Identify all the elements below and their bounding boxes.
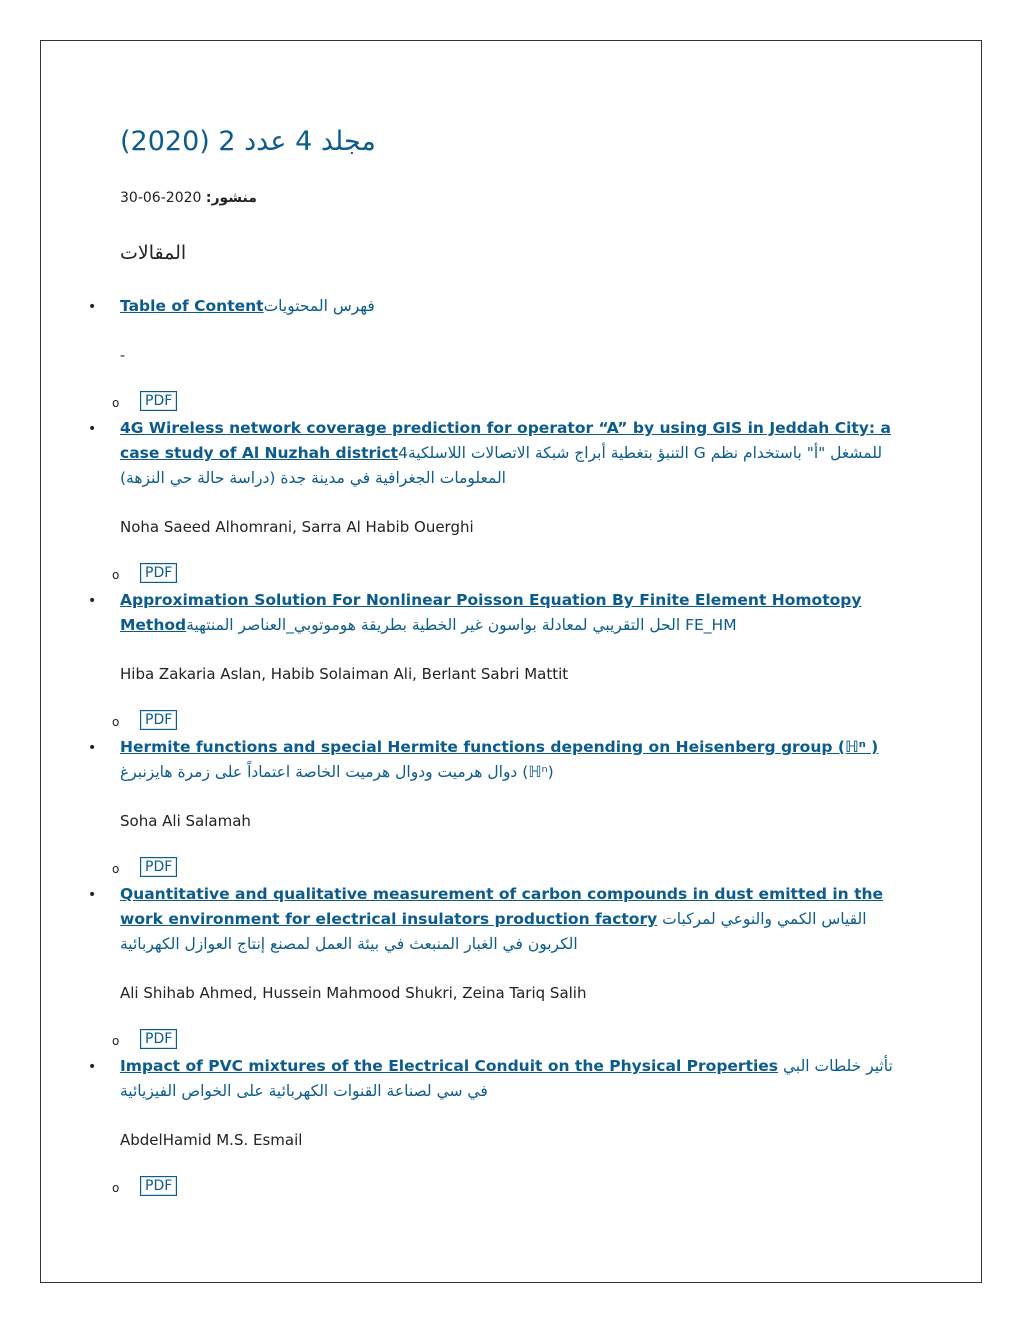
article-title-link[interactable]: Hermite functions and special Hermite functions depending on Heisenberg group (ℍⁿ ) — [120, 738, 879, 756]
article-item — [120, 882, 910, 957]
article-item — [120, 416, 910, 491]
list-bullet: • — [88, 593, 97, 609]
list-bullet: • — [88, 299, 97, 315]
article-authors: Soha Ali Salamah — [120, 812, 251, 830]
article-item — [120, 1054, 910, 1104]
article-arabic-title: دوال هرميت ودوال هرميت الخاصة اعتماداً على زمرة هايزنبرغ (ℍⁿ) — [120, 763, 554, 781]
article-authors: Hiba Zakaria Aslan, Habib Solaiman Ali, Berlant Sabri Mattit — [120, 665, 569, 683]
pdf-link[interactable]: PDF — [140, 1029, 177, 1049]
sub-bullet: o — [112, 715, 120, 729]
published-line — [120, 190, 257, 206]
article-arabic-title: الحل التقريبي لمعادلة بواسون غير الخطية بطريقة هوموتوبي_العناصر المنتهية FE_HM — [186, 616, 737, 634]
sub-bullet: o — [112, 396, 120, 410]
list-bullet: • — [88, 421, 97, 437]
pdf-link[interactable]: PDF — [140, 563, 177, 583]
sub-bullet: o — [112, 1181, 120, 1195]
toc-arabic: فهرس المحتويات — [263, 297, 375, 315]
published-date: 2020-06-30 — [120, 190, 202, 206]
article-arabic-title: تأثير خلطات البي في سي لصناعة القنوات الكهربائية على الخواص الفيزيائية — [120, 1057, 893, 1100]
article-title-link[interactable]: Quantitative and qualitative measurement of carbon compounds in dust emitted in the work environment for electrical insulators production factory — [120, 885, 884, 928]
article-item — [120, 588, 910, 638]
sub-bullet: o — [112, 1034, 120, 1048]
list-bullet: • — [88, 1059, 97, 1075]
article-arabic-title: القياس الكمي والنوعي لمركبات الكربون في الغبار المنبعث في بيئة العمل لمصنع إنتاج العوازل الكهربائية — [120, 910, 867, 953]
pdf-link[interactable]: PDF — [140, 710, 177, 730]
article-authors: AbdelHamid M.S. Esmail — [120, 1131, 303, 1149]
list-bullet: • — [88, 887, 97, 903]
sub-bullet: o — [112, 568, 120, 582]
issue-title: مجلد 4 عدد 2 (2020) — [120, 126, 376, 157]
article-title-link[interactable]: 4G Wireless network coverage prediction for operator “A” by using GIS in Jeddah City: a case study of Al Nuzhah district — [120, 419, 891, 462]
sub-bullet: o — [112, 862, 120, 876]
toc-dash: - — [120, 348, 126, 364]
pdf-link[interactable]: PDF — [140, 1176, 177, 1196]
toc-link[interactable]: Table of Content — [120, 297, 264, 315]
article-arabic-title: 4التنبؤ بتغطية أبراج شبكة الاتصالات اللاسلكية G للمشغل "أ" باستخدام نظم المعلومات الجغرافية في مدينة جدة (دراسة حالة حي النزهة) — [120, 444, 883, 487]
published-label: منشور: — [205, 190, 257, 206]
pdf-link[interactable]: PDF — [140, 391, 177, 411]
article-title-link[interactable]: Approximation Solution For Nonlinear Poisson Equation By Finite Element Homotopy Method — [120, 591, 862, 634]
article-item — [120, 735, 910, 785]
pdf-link[interactable]: PDF — [140, 857, 177, 877]
article-authors: Noha Saeed Alhomrani, Sarra Al Habib Ouerghi — [120, 518, 474, 536]
list-bullet: • — [88, 740, 97, 756]
section-heading: المقالات — [120, 242, 187, 264]
toc-item — [120, 294, 910, 319]
article-title-link[interactable]: Impact of PVC mixtures of the Electrical Conduit on the Physical Properties — [120, 1057, 779, 1075]
article-authors: Ali Shihab Ahmed, Hussein Mahmood Shukri, Zeina Tariq Salih — [120, 984, 587, 1002]
